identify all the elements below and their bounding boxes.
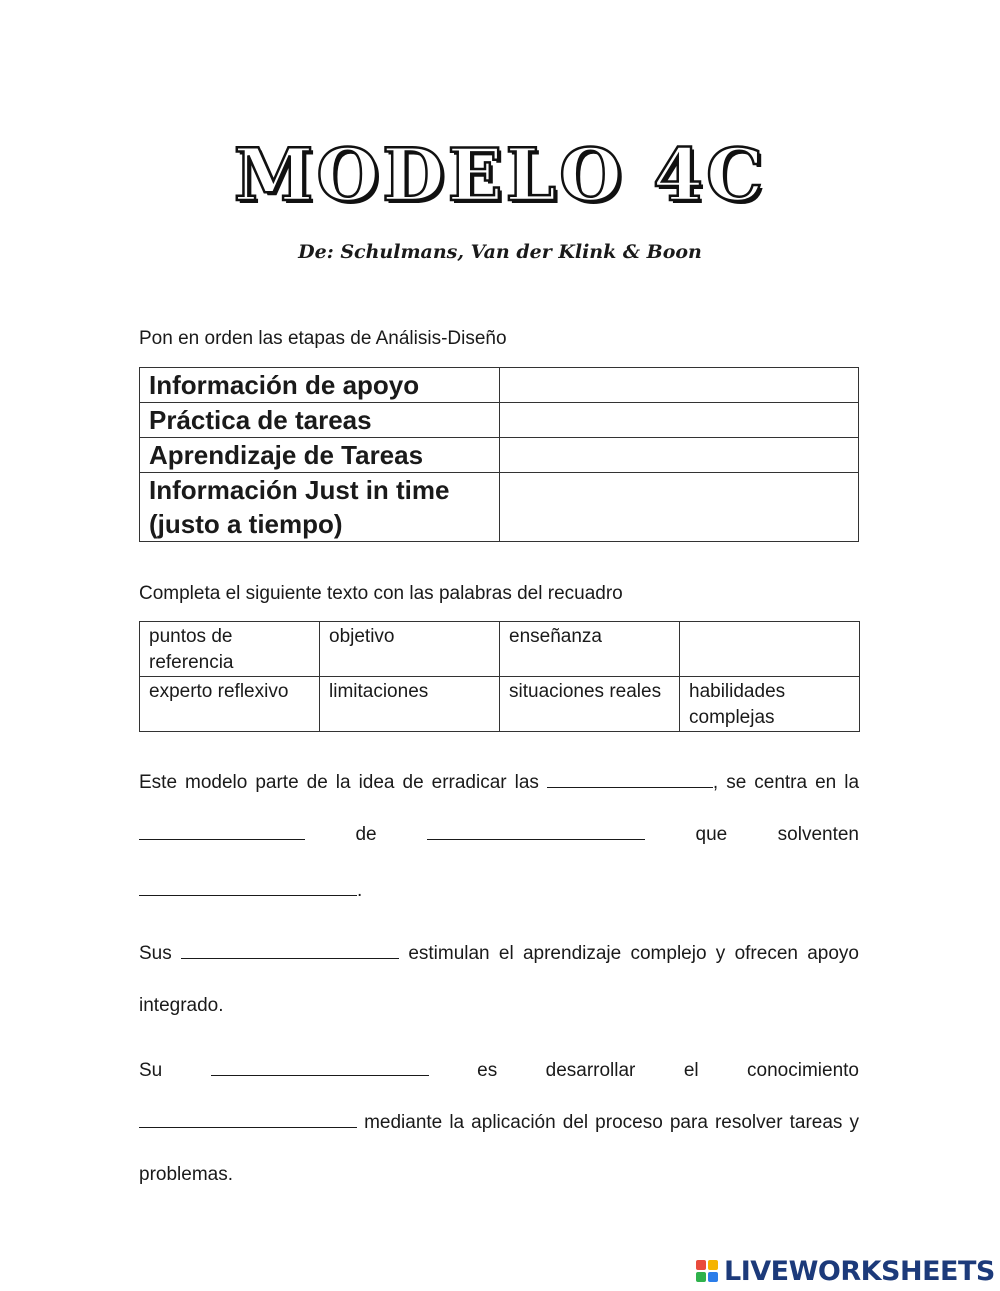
text-segment: es desarrollar el conocimiento (477, 1060, 859, 1081)
logo-text: LIVEWORKSHEETS (724, 1255, 995, 1287)
text-segment: Sus (139, 943, 172, 964)
stage-answer-field[interactable] (500, 473, 859, 542)
logo-tile (708, 1272, 718, 1282)
completion-instruction: Completa el siguiente texto con las palabras del recuadro (139, 583, 623, 604)
logo-tile (696, 1260, 706, 1270)
word-bank-cell: limitaciones (320, 677, 500, 732)
stage-answer-field[interactable] (500, 438, 859, 473)
text-segment: , se centra en la (712, 772, 860, 793)
order-table (139, 367, 859, 542)
word-bank-cell: objetivo (320, 622, 500, 677)
page-title: MODELO 4C (233, 132, 767, 217)
word-bank-cell: habilidades complejas (680, 677, 860, 732)
word-bank-cell: experto reflexivo (140, 677, 320, 732)
blank-field-2[interactable] (139, 819, 305, 840)
text-segment: que solventen (695, 824, 859, 845)
stage-answer-field[interactable] (500, 403, 859, 438)
word-bank-cell (680, 622, 860, 677)
table-row (140, 677, 860, 732)
text-segment: Este modelo parte de la idea de erradicar las (139, 772, 539, 793)
paragraph-1 (139, 757, 859, 861)
text-segment: mediante la aplicación del proceso para resolver tareas y problemas. (139, 1112, 859, 1185)
liveworksheets-logo (696, 1256, 995, 1286)
blank-field-4[interactable] (139, 875, 357, 896)
table-row (140, 403, 859, 438)
blank-field-5[interactable] (181, 938, 399, 959)
word-bank-cell: situaciones reales (500, 677, 680, 732)
page-subtitle: De: Schulmans, Van der Klink & Boon (298, 241, 702, 263)
blank-field-6[interactable] (211, 1055, 429, 1076)
stage-label: Aprendizaje de Tareas (140, 438, 500, 473)
table-row (140, 622, 860, 677)
text-segment: de (355, 824, 377, 845)
text-segment: estimulan el aprendizaje complejo y ofrecen apoyo (408, 943, 859, 964)
paragraph-2 (139, 928, 859, 1032)
table-row (140, 473, 859, 542)
stage-label: Información de apoyo (140, 368, 500, 403)
paragraph-3 (139, 1045, 859, 1201)
stage-label: Información Just in time (justo a tiempo) (140, 473, 500, 542)
blank-field-1[interactable] (547, 767, 713, 788)
word-bank-table (139, 621, 860, 732)
blank-field-3[interactable] (427, 819, 645, 840)
stage-answer-field[interactable] (500, 368, 859, 403)
word-bank-cell: enseñanza (500, 622, 680, 677)
logo-tile (708, 1260, 718, 1270)
table-row (140, 368, 859, 403)
paragraph-1-end (139, 865, 859, 917)
order-instruction: Pon en orden las etapas de Análisis-Diseño (139, 328, 507, 349)
text-segment: . (357, 880, 363, 901)
liveworksheets-logo-icon (696, 1260, 718, 1282)
text-segment: Su (139, 1060, 163, 1081)
stage-label: Práctica de tareas (140, 403, 500, 438)
blank-field-7[interactable] (139, 1107, 357, 1128)
text-segment: integrado. (139, 995, 224, 1016)
word-bank-cell: puntos de referencia (140, 622, 320, 677)
logo-tile (696, 1272, 706, 1282)
table-row (140, 438, 859, 473)
